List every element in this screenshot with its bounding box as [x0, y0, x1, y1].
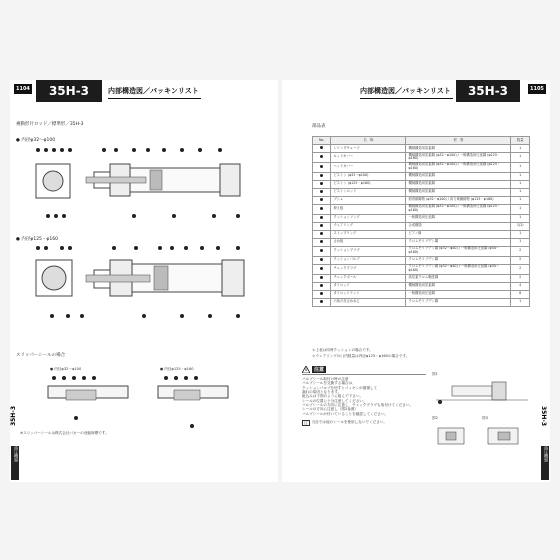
- row-number-dot: [313, 162, 331, 172]
- note-row: [302, 420, 426, 426]
- side-label-left: 35H-3: [10, 406, 17, 427]
- figure-1-label: 図1: [432, 372, 438, 376]
- table-row: [313, 246, 530, 256]
- row-number-dot: [313, 282, 331, 290]
- part-material: 機械構造用炭素鋼 (φ32～φ100) / 一般構造用圧延鋼 (φ125・φ160): [406, 153, 511, 163]
- item-marker-icon: [320, 249, 323, 252]
- row-number-dot: [313, 196, 331, 204]
- item-marker-icon: [320, 146, 323, 149]
- part-material: 機械構造用炭素鋼: [406, 180, 511, 188]
- item-marker-icon: [320, 216, 323, 219]
- part-material: 機械構造用炭素鋼 (φ32～φ100) / 一般構造用圧延鋼 (φ125・φ160): [406, 162, 511, 172]
- caution-line: 組込みは下図のように組んで下さい。: [302, 394, 364, 399]
- row-number-dot: [313, 246, 331, 256]
- caution-text: [302, 377, 426, 416]
- part-material: クロムモリブデン鋼: [406, 238, 511, 246]
- item-marker-icon: [320, 284, 323, 287]
- row-number-dot: [313, 188, 331, 196]
- slipper-seal-drawing-large: [156, 372, 236, 432]
- item-marker-icon: [320, 267, 323, 270]
- part-quantity: 1: [511, 172, 530, 180]
- slipper-seal-drawing-small: [46, 372, 136, 424]
- table-note-1: ＊上表は同時クッションの場合です。: [312, 348, 373, 352]
- row-number-dot: [313, 230, 331, 238]
- part-name: 六角穴付止めねじ: [331, 298, 406, 306]
- figure-3-label: 図3: [482, 416, 488, 420]
- model-title-right: 35H-3: [456, 80, 520, 102]
- part-name: ピストン (φ125・φ160): [331, 180, 406, 188]
- variant-label-1: ● 内径φ32～φ100: [16, 138, 56, 143]
- part-name: 止め板: [331, 238, 406, 246]
- part-name: チェックプラグ: [331, 264, 406, 274]
- table-row: [313, 172, 530, 180]
- part-quantity: 2: [511, 274, 530, 282]
- part-material: 高炭素クロム軸受鋼: [406, 274, 511, 282]
- item-marker-icon: [320, 300, 323, 303]
- table-row: [313, 145, 530, 153]
- part-name: クッションプラグ: [331, 246, 406, 256]
- part-name: クッションバルブ: [331, 256, 406, 264]
- part-name: タイロッド: [331, 282, 406, 290]
- figure-2-label: 図2: [432, 416, 438, 420]
- table-row: [313, 222, 530, 230]
- page-number-right: 1105: [530, 86, 544, 92]
- left-page: [10, 80, 278, 482]
- part-material: 機械構造用炭素鋼: [406, 188, 511, 196]
- row-number-dot: [313, 290, 331, 298]
- part-name: 押え板: [331, 204, 406, 214]
- row-number-dot: [313, 222, 331, 230]
- part-quantity: 1: [511, 214, 530, 222]
- part-quantity: 1: [511, 238, 530, 246]
- cylinder-drawing-small-bore: [24, 144, 270, 222]
- table-row: [313, 256, 530, 264]
- part-name: ピストンロッド: [331, 188, 406, 196]
- part-quantity: 8: [511, 290, 530, 298]
- col-qty: 数量: [511, 137, 530, 145]
- figure-1-drawing: [432, 378, 532, 410]
- part-quantity: 4: [511, 282, 530, 290]
- section-title-double-acting: 複動形片ロッド／標準形／35H-3: [16, 122, 84, 127]
- part-material: クロムモリブデン鋼 (φ32～φ40) / 一般構造用圧延鋼 (φ50～φ160): [406, 264, 511, 274]
- part-name: クッションリング: [331, 214, 406, 222]
- part-material: クロムモリブデン鋼 (φ32～φ40) / 一般構造用圧延鋼 (φ50～φ160): [406, 246, 511, 256]
- side-label-right: 35H-3: [540, 406, 547, 427]
- part-name: ストップリング: [331, 230, 406, 238]
- part-material: クロムモリブデン鋼: [406, 256, 511, 264]
- item-marker-icon: [320, 207, 323, 210]
- side-tab-right: [540, 406, 550, 482]
- right-page: [282, 80, 550, 482]
- row-number-dot: [313, 204, 331, 214]
- caution-section: [302, 366, 426, 426]
- cylinder-drawing-large-bore: [24, 242, 270, 322]
- table-row: [313, 188, 530, 196]
- part-material: 鉛青銅鋳物 (φ32～φ100) / 高力黄銅鋳物 (φ125・φ160): [406, 196, 511, 204]
- row-number-dot: [313, 145, 331, 153]
- part-quantity: 2: [511, 246, 530, 256]
- item-marker-icon: [320, 182, 323, 185]
- part-quantity: 1(2): [511, 222, 530, 230]
- slipper-variant-1: ● 内径φ32～φ100: [50, 367, 82, 371]
- part-quantity: 1: [511, 153, 530, 163]
- table-row: [313, 264, 530, 274]
- part-material: 合成樹脂: [406, 222, 511, 230]
- header-title-left: 内部構造図／パッキンリスト: [108, 80, 199, 102]
- row-number-dot: [313, 298, 331, 306]
- part-quantity: 1: [511, 188, 530, 196]
- table-row: [313, 214, 530, 222]
- item-marker-icon: [320, 165, 323, 168]
- footnote-left: ※スリッパーシールは株式会社パカーの登録商標です。: [20, 431, 109, 435]
- table-row: [313, 180, 530, 188]
- table-row: [313, 230, 530, 238]
- table-row: [313, 204, 530, 214]
- page-number-left: 1104: [16, 86, 30, 92]
- caution-line: バルブシールを交換する場合は、: [302, 381, 356, 386]
- note-marker: 注: [304, 420, 308, 425]
- caution-line: バルブシールが付いていることを確認してください。: [302, 411, 389, 416]
- part-material: 機械構造用炭素鋼: [406, 145, 511, 153]
- item-marker-icon: [320, 292, 323, 295]
- table-row: [313, 162, 530, 172]
- part-name: ピストン (φ32～φ100): [331, 172, 406, 180]
- caution-line: シールの位置に十分注意してください。: [302, 398, 367, 403]
- row-number-dot: [313, 238, 331, 246]
- parts-list-title: 部品表: [312, 124, 326, 129]
- caution-line: シールの方向に注意し（図2参照）: [302, 407, 359, 412]
- figure-3-drawing: [482, 422, 532, 452]
- item-marker-icon: [320, 155, 323, 158]
- part-material: 一般構造用圧延鋼: [406, 214, 511, 222]
- part-quantity: 1: [511, 204, 530, 214]
- row-number-dot: [313, 180, 331, 188]
- part-quantity: 2: [511, 256, 530, 264]
- item-marker-icon: [320, 224, 323, 227]
- part-quantity: 1: [511, 298, 530, 306]
- table-row: [313, 153, 530, 163]
- model-title-left: 35H-3: [36, 80, 102, 102]
- side-tab-left: [10, 406, 20, 482]
- caution-line: クッションバルブを回すとパッキンが損傷して: [302, 385, 378, 390]
- part-material: 機械構造用炭素鋼 (φ32～φ100) / 一般構造用圧延鋼 (φ125・φ160): [406, 204, 511, 214]
- item-marker-icon: [320, 258, 323, 261]
- part-quantity: 2: [511, 264, 530, 274]
- col-material: 材 質: [406, 137, 511, 145]
- caution-title: 注意: [314, 367, 325, 373]
- part-material: 機械構造用炭素鋼: [406, 172, 511, 180]
- part-name: チェックボール: [331, 274, 406, 282]
- side-sub-right: 油圧機器: [541, 446, 549, 480]
- part-name: ロッドカバー: [331, 153, 406, 163]
- row-number-dot: [313, 274, 331, 282]
- caution-line: バルブシール取付け時の注意: [302, 377, 349, 381]
- header-title-right: 内部構造図／パッキンリスト: [360, 80, 451, 102]
- row-number-dot: [313, 264, 331, 274]
- table-row: [313, 282, 530, 290]
- item-marker-icon: [320, 232, 323, 235]
- variant-label-2: ● 内径φ125・φ160: [16, 237, 58, 242]
- note-text: 当社では他のシールを使用しないでください。: [311, 419, 387, 424]
- part-material: 一般構造用圧延鋼: [406, 290, 511, 298]
- item-marker-icon: [320, 240, 323, 243]
- part-quantity: 1: [511, 162, 530, 172]
- part-material: ピアノ線: [406, 230, 511, 238]
- part-quantity: 1: [511, 196, 530, 204]
- slipper-variant-2: ● 内径φ125・φ160: [160, 367, 194, 371]
- parts-table-header: [313, 137, 530, 145]
- part-quantity: 1: [511, 145, 530, 153]
- part-name: ウェアリング: [331, 222, 406, 230]
- item-marker-icon: [320, 198, 323, 201]
- caution-line: バルブシールの方向に注意し、チェックプラグも取付けてください。: [302, 402, 414, 407]
- warning-icon: [302, 366, 310, 373]
- caution-line: 漏れの原因となります。: [302, 389, 342, 394]
- section-title-slipper-seal: スリッパーシールの場合: [16, 353, 66, 358]
- side-sub-left: 油圧機器: [11, 446, 19, 480]
- part-name: タイロッドナット: [331, 290, 406, 298]
- item-marker-icon: [320, 276, 323, 279]
- parts-table: [312, 136, 530, 307]
- table-row: [313, 290, 530, 298]
- table-row: [313, 274, 530, 282]
- part-quantity: 1: [511, 230, 530, 238]
- row-number-dot: [313, 256, 331, 264]
- col-name: 名 称: [331, 137, 406, 145]
- item-marker-icon: [320, 190, 323, 193]
- part-name: シリンダチューブ: [331, 145, 406, 153]
- table-row: [313, 298, 530, 306]
- part-name: ヘッドカバー: [331, 162, 406, 172]
- part-material: 機械構造用炭素鋼: [406, 282, 511, 290]
- col-no: No.: [313, 137, 331, 145]
- row-number-dot: [313, 214, 331, 222]
- part-quantity: 1: [511, 180, 530, 188]
- row-number-dot: [313, 172, 331, 180]
- table-note-2: ＊ウェアリングの( )内数量は内径φ125・φ160の場合です。: [312, 354, 410, 358]
- row-number-dot: [313, 153, 331, 163]
- item-marker-icon: [320, 174, 323, 177]
- figure-2-drawing: [432, 422, 476, 452]
- part-name: ブシュ: [331, 196, 406, 204]
- part-material: クロムモリブデン鋼: [406, 298, 511, 306]
